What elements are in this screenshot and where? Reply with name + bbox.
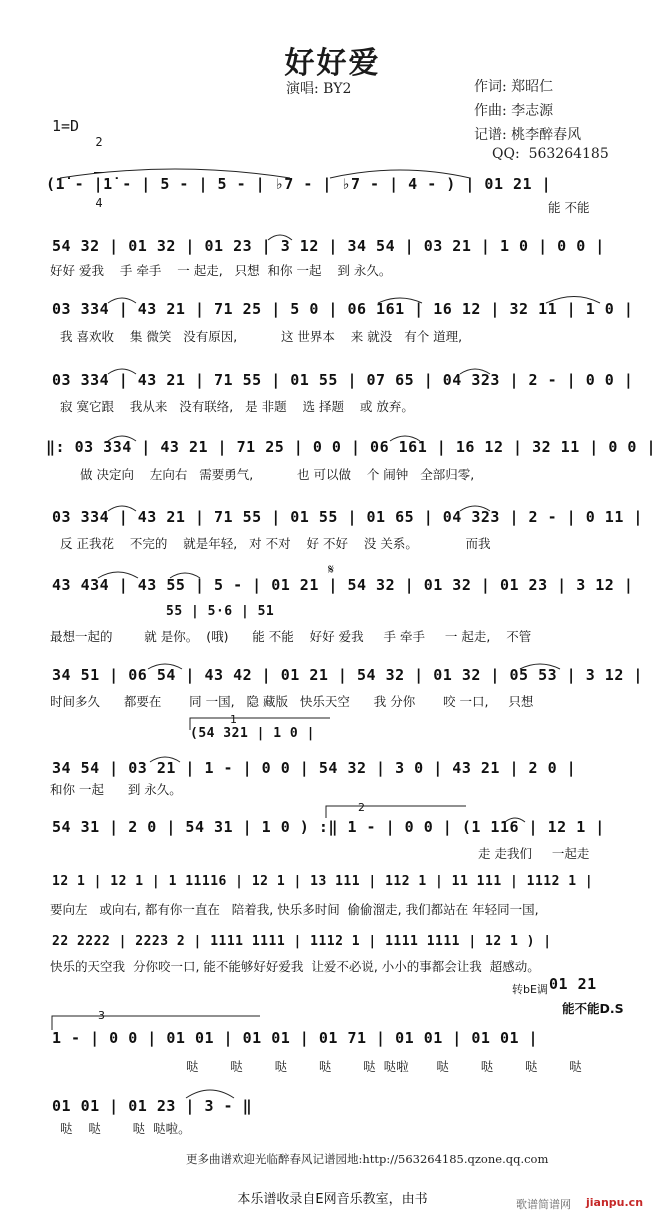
score-row-lyrics: 好好 爱我 手 牵手 一 起走, 只想 和你 一起 到 永久。 (50, 263, 392, 278)
key-signature: 1=D (52, 117, 80, 135)
score-row-notes: 34 54 | 03 21 | 1 - | 0 0 | 54 32 | 3 0 | 43 21 | 2 0 | (52, 759, 577, 777)
score-row-lyrics: 要向左 或向右, 都有你一直在 陪着我, 快乐多时间 偷偷溜走, 我们都站在 年轻同一国, (50, 902, 539, 917)
score-row-notes: 54 32 | 01 32 | 01 23 | 3 12 | 34 54 | 03 21 | 1 0 | 0 0 | (52, 237, 605, 255)
score-row-notes: (1̇ - |1̇ - | 5 - | 5 - | ♭7 - | ♭7 - | 4 - ) | 01 21 | (46, 175, 552, 193)
watermark-site: 歌谱简谱网 (516, 1198, 571, 1211)
score-row-notes: 22 2222 | 2223 2 | 1111 1111 | 1112 1 | 1111 1111 | 12 1 ) | (52, 934, 552, 949)
watermark-domain: jianpu.cn (586, 1196, 644, 1209)
score-row-lyrics: 和你 一起 到 永久。 (50, 782, 182, 797)
score-row-lyrics: 反 正我花 不完的 就是年轻, 对 不对 好 不好 没 关系。 而我 (60, 536, 491, 551)
score-row-lyrics: 能 不能 (548, 200, 590, 215)
score-row-lyrics: 最想一起的 就 是你。 (哦) 能 不能 好好 爱我 手 牵手 一 起走, 不管 (50, 629, 532, 644)
footer-credit: 更多曲谱欢迎光临醉春风记谱园地:http://563264185.qzone.qq.com (186, 1152, 549, 1166)
score-row-lyrics: 快乐的天空我 分你咬一口, 能不能够好好爱我 让爱不必说, 小小的事都会让我 超感动。 (50, 959, 540, 974)
time-signature (94, 112, 104, 221)
lyricist-credit: 作词: 郑昭仁 (474, 79, 554, 95)
modulation-note: 转bE调 (512, 983, 548, 996)
score-row-lyrics: 我 喜欢收 集 微笑 没有原因, 这 世界本 来 就没 有个 道理, (60, 329, 463, 344)
segno-sign: 𝄋 (328, 562, 335, 578)
score-row-lyrics: 哒 哒 哒 哒 哒 哒啦 哒 哒 哒 哒 (186, 1059, 582, 1074)
score-row-notes: 03 334 | 43 21 | 71 55 | 01 55 | 07 65 | 04 323 | 2 - | 0 0 | (52, 371, 634, 389)
volta-bracket (52, 1016, 260, 1030)
volta-1-label: 1 (230, 713, 237, 726)
time-signature-top: 2 (95, 135, 103, 149)
modulation-lyrics: 能不能D.S (562, 1001, 624, 1016)
volta-3-label: 3 (98, 1009, 105, 1022)
singer-credit: 演唱: BY2 (286, 81, 352, 97)
score-row-notes: 12 1 | 12 1 | 1 11116 | 12 1 | 13 111 | 112 1 | 11 111 | 1112 1 | (52, 874, 594, 889)
score-row-lyrics: 时间多久 都要在 同 一国, 隐 藏版 快乐天空 我 分你 咬 一口, 只想 (50, 694, 534, 709)
qq-credit: QQ: 563264185 (492, 146, 609, 162)
source-note: 本乐谱收录自E网音乐教室，由书 (237, 1192, 428, 1207)
score-row-lyrics: 哒 哒 哒 哒啦。 (60, 1121, 191, 1136)
time-signature-bottom: 4 (95, 196, 103, 210)
score-row-notes: ‖: 03 334 | 43 21 | 71 25 | 0 0 | 06 161 | 16 12 | 32 11 | 0 0 | (46, 438, 656, 456)
score-row-notes: 01 01 | 01 23 | 3 - ‖ (52, 1097, 253, 1115)
alternate-notes: 55 | 5·6 | 51 (166, 604, 275, 619)
score-row-lyrics: 走 走我们 一起走 (478, 846, 590, 861)
volta-2-label: 2 (358, 801, 365, 814)
score-row-notes: 03 334 | 43 21 | 71 55 | 01 55 | 01 65 | 04 323 | 2 - | 0 11 | (52, 508, 643, 526)
transcriber-credit: 记谱: 桃李醉春风 (474, 127, 582, 143)
score-row-notes: 54 31 | 2 0 | 54 31 | 1 0 ) :‖ 1 - | 0 0 | (1 116 | 12 1 | (52, 818, 605, 836)
score-row-lyrics: 寂 寞它跟 我从来 没有联络, 是 非题 选 择题 或 放弃。 (60, 399, 414, 414)
score-row-notes: 1 - | 0 0 | 01 01 | 01 01 | 01 71 | 01 01 | 01 01 | (52, 1029, 539, 1047)
volta-bracket (326, 806, 466, 818)
score-row-lyrics: 做 决定向 左向右 需要勇气, 也 可以做 个 闹钟 全部归零, (80, 467, 475, 482)
score-row-notes: 03 334 | 43 21 | 71 25 | 5 0 | 06 161 | 16 12 | 32 11 | 1 0 | (52, 300, 634, 318)
composer-credit: 作曲: 李志源 (474, 103, 554, 119)
score-row-notes: 43 434 | 43 55 | 5 - | 01 21 | 54 32 | 01 32 | 01 23 | 3 12 | (52, 576, 634, 594)
song-title: 好好爱 (284, 46, 381, 81)
score-row-notes: 34 51 | 06 54 | 43 42 | 01 21 | 54 32 | 01 32 | 05 53 | 3 12 | (52, 666, 643, 684)
modulation-notes: 01 21 (549, 975, 597, 993)
alternate-notes: (54 321 | 1 0 | (190, 726, 315, 741)
